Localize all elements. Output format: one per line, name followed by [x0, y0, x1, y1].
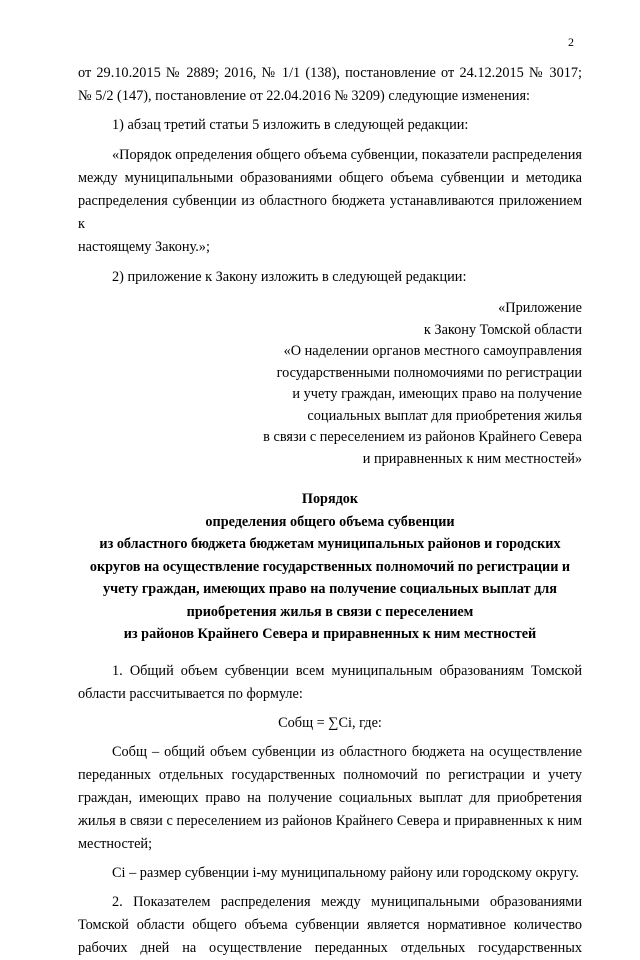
title-line: приобретения жилья в связи с переселением: [186, 603, 474, 620]
list-item: 2) приложение к Закону изложить в следующей редакции:: [112, 269, 467, 285]
definition-line: Сi – размер субвенции i-му муниципальному району или городскому округу.: [112, 864, 579, 881]
text-line: распределения субвенции из областного бюджета устанавливаются приложением к: [78, 193, 582, 232]
appendix-line: и приравненных к ним местностей»: [362, 450, 582, 467]
appendix-line: «Приложение: [498, 300, 582, 316]
appendix-line: социальных выплат для приобретения жилья: [307, 407, 582, 424]
formula: Собщ = ∑Сi, где:: [278, 714, 382, 731]
appendix-line: и учету граждан, имеющих право на получение: [292, 386, 582, 402]
appendix-header: [78, 298, 582, 470]
appendix-line: государственными полномочиями по регистрации: [276, 364, 582, 381]
title-line: округов на осуществление государственных полномочий по регистрации и: [89, 558, 571, 575]
text-line: № 5/2 (147), постановление от 22.04.2016 № 3209) следующие изменения:: [78, 88, 530, 104]
appendix-line: «О наделении органов местного самоуправления: [283, 343, 582, 359]
title-line: учету граждан, имеющих право на получение социальных выплат для: [103, 581, 557, 597]
list-item: 1) абзац третий статьи 5 изложить в следующей редакции:: [112, 117, 469, 133]
paragraph-1-line: 1. Общий объем субвенции всем муниципальным образованиям Томской: [112, 662, 582, 679]
title-line: определения общего объема субвенции: [205, 513, 455, 530]
definition-line: переданных отдельных государственных полномочий по регистрации и учету: [78, 766, 582, 783]
title-line: из районов Крайнего Севера и приравненных к ним местностей: [123, 626, 537, 642]
definition-line: граждан, имеющих право на получение социальных выплат для приобретения: [78, 789, 582, 806]
text-line: между муниципальными образованиями общего объема субвенции и методика: [78, 170, 582, 186]
appendix-line: к Закону Томской области: [423, 321, 582, 338]
document-body: [78, 62, 582, 960]
paragraph-2-line: 2. Показателем распределения между муниципальными образованиями: [112, 893, 582, 910]
text-line: настоящему Закону.»;: [78, 239, 210, 255]
definition-line: местностей;: [78, 835, 153, 852]
paragraph-2-line: Томской области общего объема субвенции является нормативное количество: [78, 916, 582, 933]
page-number: 2: [568, 35, 574, 49]
title-line: Порядок: [301, 491, 359, 507]
section-title: [78, 488, 582, 646]
paragraph-2-line: рабочих дней на осуществление переданных отдельных государственных: [78, 939, 582, 956]
text-line: «Порядок определения общего объема субвенции, показатели распределения: [112, 147, 583, 163]
paragraph-1-line: области рассчитывается по формуле:: [78, 685, 303, 702]
text-line: от 29.10.2015 № 2889; 2016, № 1/1 (138), постановление от 24.12.2015 № 3017;: [78, 65, 582, 81]
title-line: из областного бюджета бюджетам муниципальных районов и городских: [99, 536, 561, 552]
definition-line: Собщ – общий объем субвенции из областного бюджета на осуществление: [112, 743, 582, 760]
appendix-line: в связи с переселением из районов Крайнего Севера: [263, 429, 582, 445]
definition-line: жилья в связи с переселением из районов Крайнего Севера и приравненных к ним: [78, 812, 582, 829]
